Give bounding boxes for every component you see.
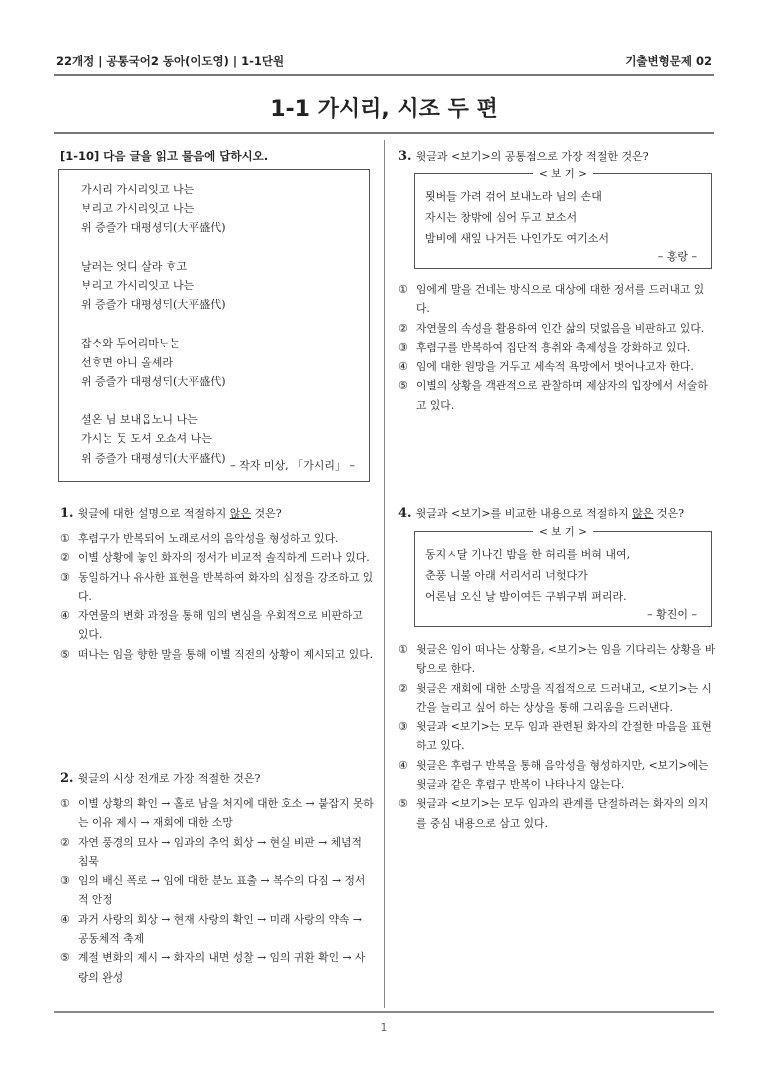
option-text: 이별 상황에 놓인 화자의 정서가 비교적 솔직하게 드러나 있다. — [78, 551, 370, 565]
bogi-line: 동지ㅅ달 기나긴 밤을 한 허리를 버혀 내여, — [425, 548, 631, 561]
question-1-stem: 1. 윗글에 대한 설명으로 적절하지 않은 것은? — [60, 506, 282, 521]
option-number: ① — [398, 283, 408, 296]
option-text: 자연물의 속성을 활용하여 인간 삶의 덧없음을 비판하고 있다. — [416, 321, 705, 335]
option-number: ③ — [398, 720, 408, 734]
bogi-line: 밤비에 새잎 나거든 나인가도 여기소서 — [425, 232, 610, 245]
option-text: 후렴구가 반복되어 노래로서의 음악성을 형성하고 있다. — [78, 532, 339, 545]
option-text: 임의 배신 폭로 → 임에 대한 분노 표출 → 복수의 다짐 → 정서적 안정 — [78, 874, 366, 907]
poem-line: 잡ᄉᆞ와 두어리마ᄂᆞᄂᆞᆫ — [81, 336, 181, 350]
question-2-number: 2. — [60, 771, 74, 786]
answer-option[interactable] — [60, 529, 374, 548]
option-text: 윗글은 후렴구 반복을 통해 음악성을 형성하지만, <보기>에는 윗글과 같은 후렴구 반복이 나타나지 않는다. — [416, 758, 709, 792]
option-number: ② — [398, 321, 408, 335]
answer-option[interactable] — [60, 568, 374, 607]
answer-option[interactable] — [398, 717, 716, 756]
bogi-line: 춘풍 니불 아래 서리서리 너헛다가 — [425, 569, 588, 582]
bogi-line: 자시는 창밖에 심어 두고 보소서 — [425, 211, 578, 224]
answer-option[interactable] — [398, 794, 716, 833]
question-3-options — [398, 280, 716, 415]
answer-option[interactable] — [398, 338, 716, 357]
question-3-bogi-box — [414, 168, 712, 269]
option-number: ② — [60, 551, 70, 565]
poem-line: 위 증즐가 대평셩ᄃᆡ(大平盛代) — [81, 451, 226, 465]
option-text: 자연 풍경의 묘사 → 임과의 추억 회상 → 현실 비판 → 체념적 침묵 — [78, 835, 362, 868]
option-text: 윗글은 재회에 대한 소망을 직접적으로 드러내고, <보기>는 시간을 늘리고 싶어 하는 상상을 통해 그리움을 드러낸다. — [416, 681, 712, 714]
header-course-info: 22개정 | 공통국어2 동아(이도영) | 1-1단원 — [56, 54, 285, 68]
page-number: 1 — [380, 1021, 388, 1034]
option-number: ② — [398, 681, 408, 695]
question-2-stem: 2. 윗글의 시상 전개로 가장 적절한 것은? — [60, 771, 261, 786]
poem-line: 셜온 님 보내ᄋᆞᆸ노니 나는 — [81, 413, 198, 427]
answer-option[interactable] — [398, 376, 716, 415]
poem-line: 가시ᄂᆞᆫ ᄃᆞᆺ 도셔 오쇼셔 나는 — [81, 432, 212, 446]
answer-option[interactable] — [60, 910, 374, 949]
poem-lines — [81, 180, 226, 468]
answer-option[interactable] — [398, 280, 716, 319]
option-text: 후렴구를 반복하여 집단적 흥취와 축제성을 강화하고 있다. — [416, 340, 691, 354]
bogi-source: – 홍랑 – — [657, 250, 697, 263]
option-text: 임에게 말을 건네는 방식으로 대상에 대한 정서를 드러내고 있다. — [416, 283, 705, 316]
poem-line: ᄇᆞ리고 가시리잇고 나는 — [81, 202, 195, 216]
option-number: ⑤ — [398, 797, 408, 811]
bogi-label: < 보 기 > — [533, 166, 593, 181]
bogi-source: – 황진이 – — [647, 608, 697, 621]
answer-option[interactable] — [60, 645, 374, 664]
answer-option[interactable] — [60, 606, 374, 645]
column-divider — [384, 140, 385, 1008]
question-3-stem: 3. 윗글과 <보기>의 공통점으로 가장 적절한 것은? — [398, 149, 649, 164]
option-text: 임에 대한 원망을 거두고 세속적 욕망에서 벗어나고자 한다. — [416, 360, 694, 374]
question-4-number: 4. — [398, 506, 412, 521]
page-title: 1-1 가시리, 시조 두 편 — [270, 97, 498, 122]
answer-option[interactable] — [398, 640, 716, 679]
poem-line: 위 증즐가 대평셩ᄃᆡ(大平盛代) — [81, 221, 226, 235]
poem-line: 위 증즐가 대평셩ᄃᆡ(大平盛代) — [81, 374, 226, 388]
answer-option[interactable] — [60, 833, 374, 872]
answer-option[interactable] — [60, 871, 374, 910]
option-number: ④ — [398, 360, 408, 374]
option-text: 자연물의 변화 과정을 통해 임의 변심을 우회적으로 비판하고 있다. — [78, 609, 363, 642]
answer-option[interactable] — [398, 756, 716, 795]
answer-option[interactable] — [60, 548, 374, 567]
poem-line: ᄇᆞ리고 가시리잇고 나는 — [81, 278, 195, 292]
bogi-line: 묏버들 가려 걲어 보내노라 님의 손대 — [425, 190, 602, 203]
option-text: 떠나는 임을 향한 말을 통해 이별 직전의 상황이 제시되고 있다. — [78, 647, 374, 661]
question-4 — [398, 505, 716, 521]
title-rule — [54, 132, 714, 134]
answer-option[interactable] — [60, 794, 374, 833]
option-number: ③ — [60, 874, 70, 888]
poem-line: 선ᄒᆞ면 아니 올셰라 — [81, 355, 174, 369]
option-number: ⑤ — [398, 379, 408, 393]
bogi-line: 어론님 오신 날 밤이여든 구뷔구뷔 펴리라. — [425, 590, 627, 603]
header-worksheet-label: 기출변형문제 02 — [625, 54, 712, 68]
poem-line: 날러는 엇디 살라 ᄒᆞ고 — [81, 259, 188, 273]
option-number: ④ — [60, 609, 70, 623]
answer-option[interactable] — [398, 679, 716, 718]
option-text: 윗글과 <보기>는 모두 임과 관련된 화자의 간절한 마음을 표현하고 있다. — [416, 720, 712, 753]
poem-line: 가시리 가시리잇고 나는 — [81, 183, 195, 196]
option-text: 윗글은 임이 떠나는 상황을, <보기>는 임을 기다리는 상황을 바탕으로 한다. — [416, 643, 716, 676]
question-2-options — [60, 794, 374, 987]
answer-option[interactable] — [398, 357, 716, 376]
poem-stanza-break — [81, 238, 226, 257]
poem-passage-box — [58, 169, 370, 482]
header-rule — [54, 74, 714, 76]
question-2 — [60, 770, 374, 987]
option-number: ⑤ — [60, 951, 70, 965]
instruction-text: [1-10] 다음 글을 읽고 물음에 답하시오. — [60, 149, 269, 163]
question-4-stem: 4. 윗글과 <보기>를 비교한 내용으로 적절하지 않은 것은? — [398, 506, 685, 521]
question-3-answers — [398, 280, 716, 415]
option-number: ④ — [60, 912, 70, 926]
question-1-options — [60, 529, 374, 664]
footer-rule — [54, 1011, 714, 1013]
option-text: 과거 사랑의 회상 → 현재 사랑의 확인 → 미래 사랑의 약속 → 공동체적 축제 — [78, 912, 362, 946]
bogi-lines — [425, 544, 630, 607]
poem-line: 위 증즐가 대평셩ᄃᆡ(大平盛代) — [81, 298, 226, 312]
option-text: 계절 변화의 제시 → 화자의 내면 성찰 → 임의 귀환 확인 → 사랑의 완성 — [78, 951, 366, 984]
bogi-lines — [425, 186, 609, 249]
question-4-options — [398, 640, 716, 833]
option-number: ① — [60, 532, 70, 545]
answer-option[interactable] — [60, 948, 374, 987]
poem-stanza-break — [81, 391, 226, 410]
question-1-number: 1. — [60, 506, 74, 521]
bogi-label: < 보 기 > — [533, 524, 593, 539]
option-number: ① — [60, 797, 70, 810]
question-4-answers — [398, 640, 716, 833]
question-3 — [398, 148, 716, 164]
option-number: ① — [398, 643, 408, 656]
option-text: 윗글과 <보기>는 모두 임과의 관계를 단절하려는 화자의 의지를 중심 내용으로 삼고 있다. — [416, 797, 709, 830]
answer-option[interactable] — [398, 319, 716, 338]
option-number: ③ — [398, 340, 408, 354]
poem-source: – 작자 미상, 「가시리」 – — [230, 459, 355, 472]
option-text: 이별 상황의 확인 → 홀로 남을 처지에 대한 호소 → 붙잡지 못하는 이유 제시 → 재회에 대한 소망 — [78, 797, 374, 830]
option-number: ② — [60, 835, 70, 849]
question-1 — [60, 505, 374, 664]
poem-stanza-break — [81, 314, 226, 333]
option-number: ④ — [398, 758, 408, 772]
question-4-bogi-box — [414, 526, 712, 627]
option-text: 동일하거나 유사한 표현을 반복하여 화자의 심정을 강조하고 있다. — [78, 570, 374, 603]
option-text: 이별의 상황을 객관적으로 관찰하며 제삼자의 입장에서 서술하고 있다. — [416, 379, 708, 412]
option-number: ③ — [60, 570, 70, 584]
question-3-number: 3. — [398, 149, 412, 164]
option-number: ⑤ — [60, 647, 70, 661]
